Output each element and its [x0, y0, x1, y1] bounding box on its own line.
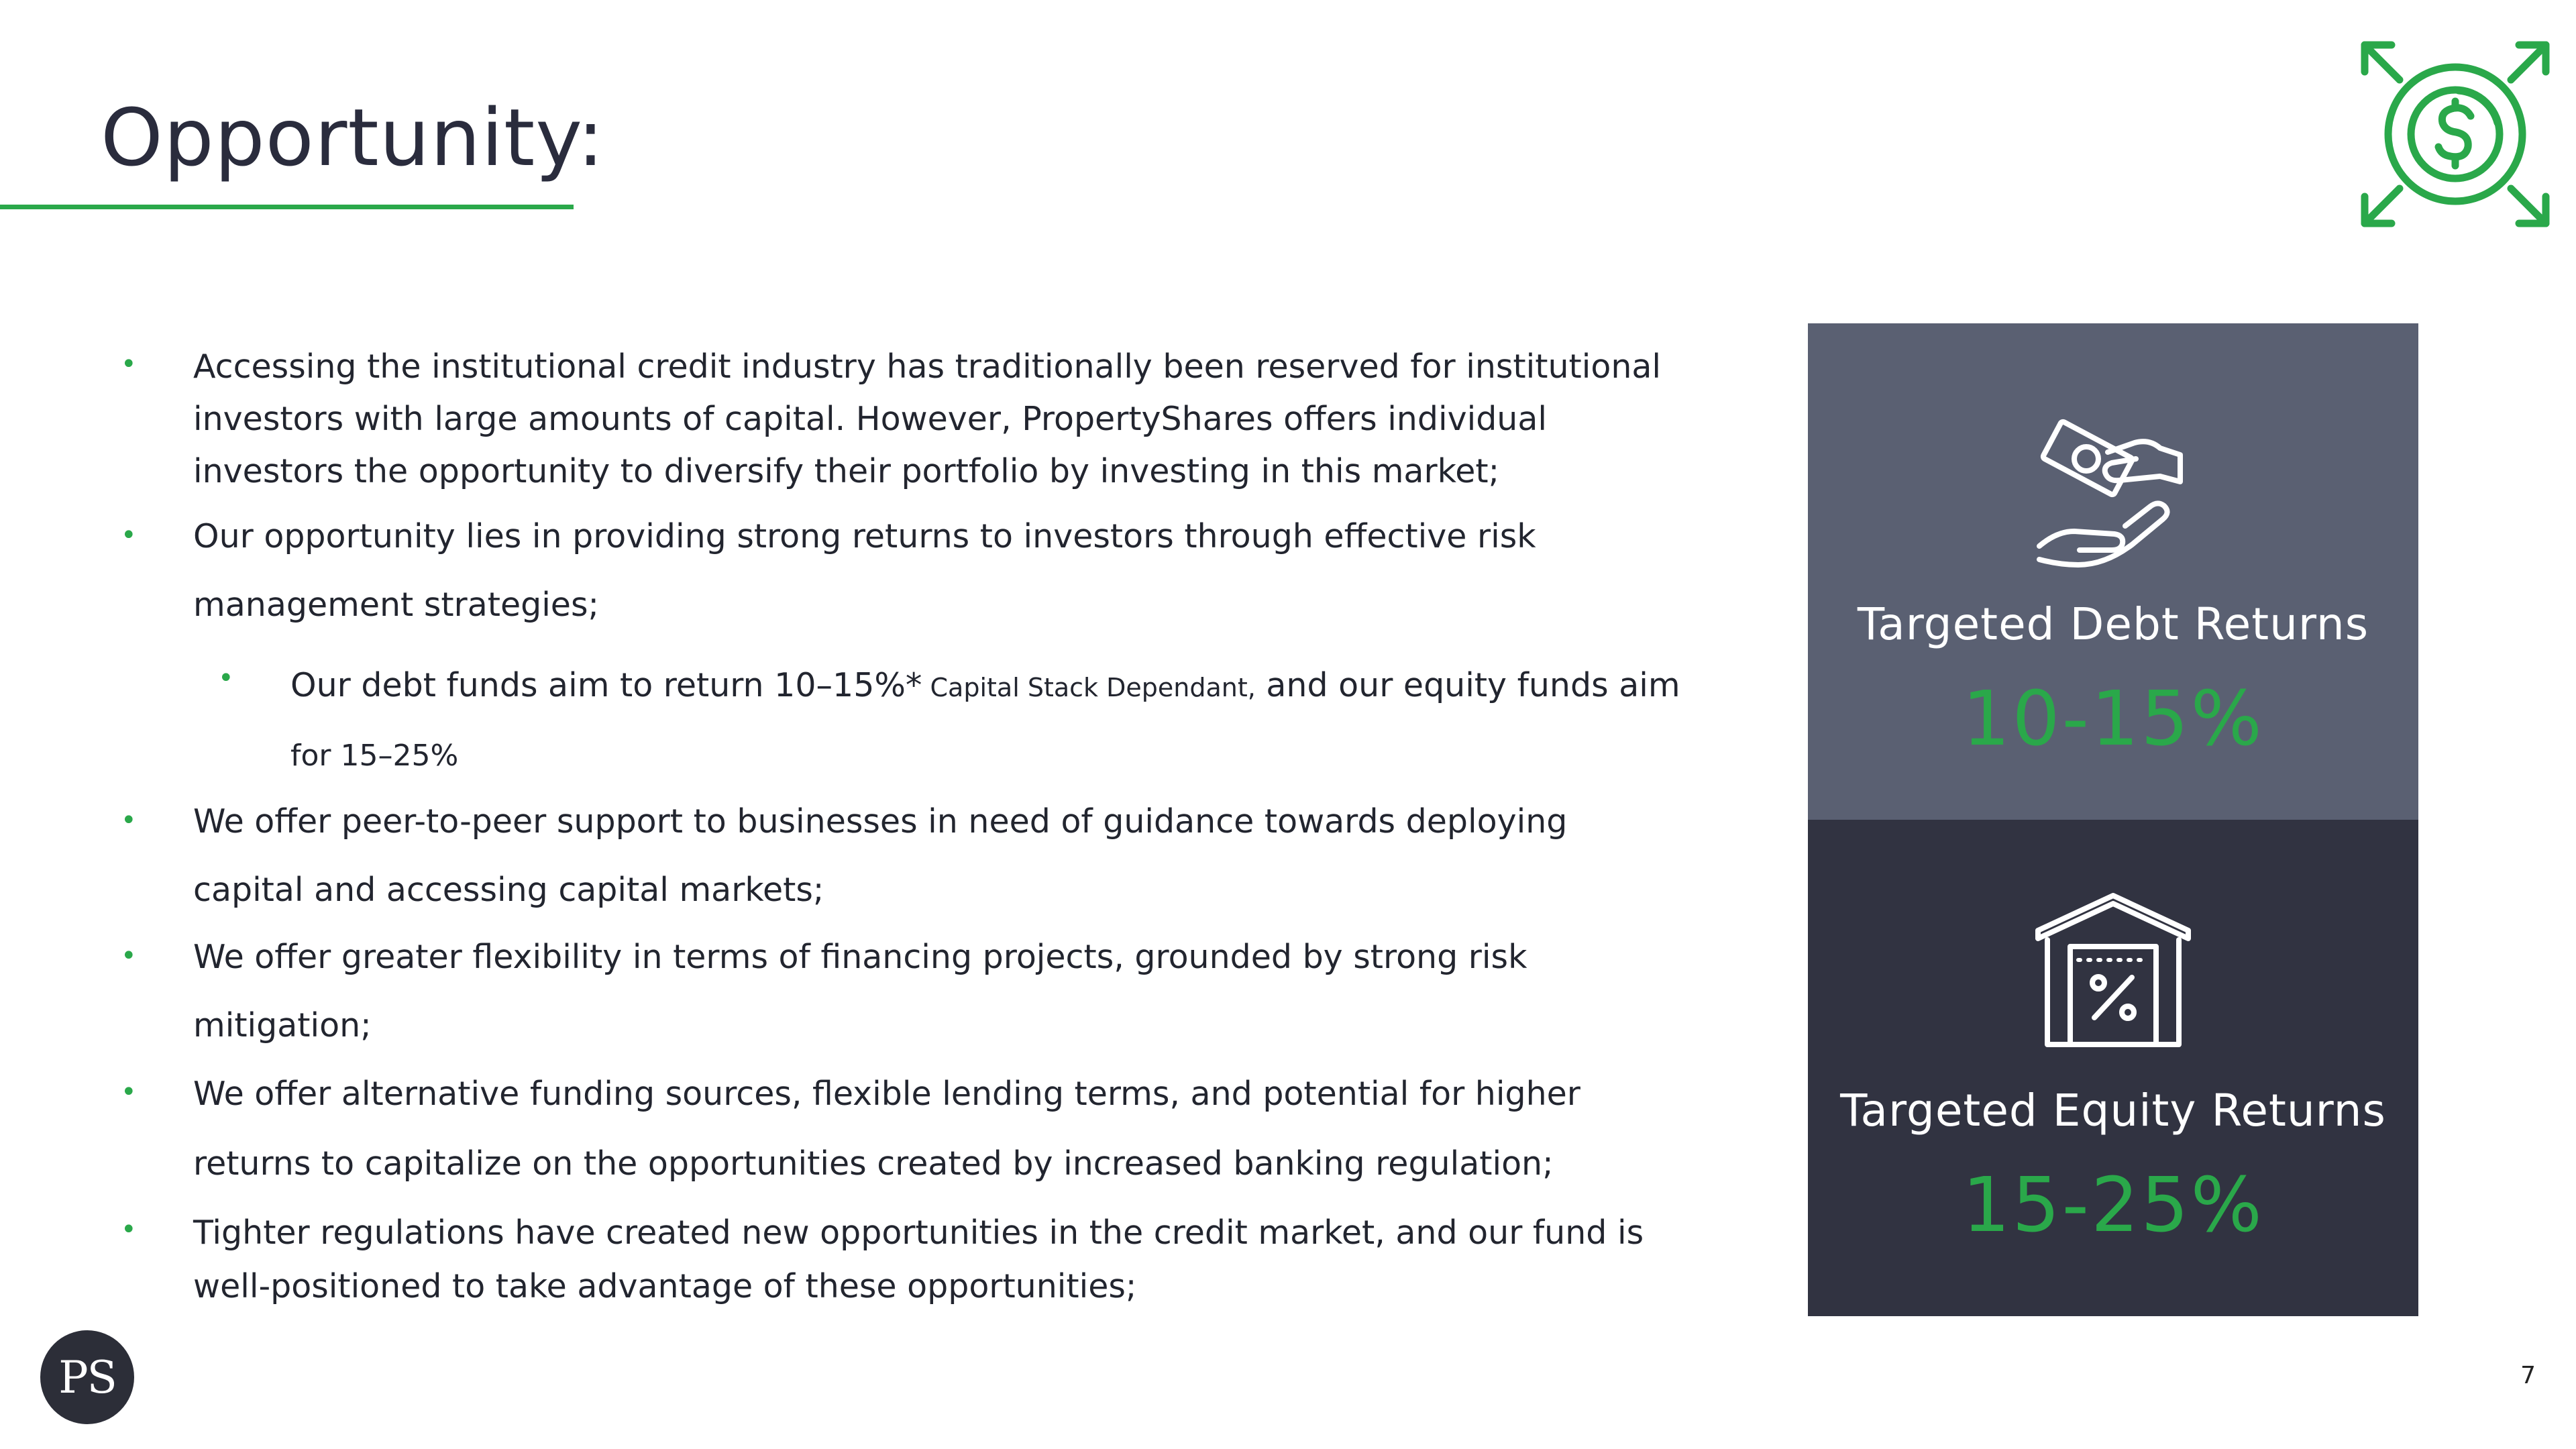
- page-number: 7: [2520, 1362, 2536, 1389]
- bullet-text: We offer alternative funding sources, flexible lending terms, and potential for higher returns to capitalize on the opportunities created by increased banking regulation;: [193, 1075, 1580, 1183]
- bullet-marker: •: [121, 941, 137, 971]
- bullet-marker: •: [121, 805, 137, 836]
- dollar-growth-icon: [2358, 37, 2553, 231]
- equity-returns-label: Targeted Equity Returns: [1840, 1085, 2386, 1136]
- equity-returns-value: 15-25%: [1962, 1162, 2264, 1249]
- page-title: Opportunity:: [101, 91, 605, 184]
- debt-returns-card: [1808, 323, 2418, 823]
- hand-money-icon: [2033, 417, 2194, 572]
- debt-returns-label: Targeted Debt Returns: [1857, 598, 2369, 650]
- bullet-text: We offer peer-to-peer support to businesses in need of guidance towards deploying capital and accessing capital markets;: [193, 802, 1568, 909]
- bullet-marker: •: [121, 1214, 137, 1245]
- bullet-text: Accessing the institutional credit industry has traditionally been reserved for institutional investors with large amounts of capital. However, PropertyShares offers individual investors the opportunity to diversify their portfolio by investing in this market;: [193, 347, 1662, 490]
- equity-returns-card: [1808, 820, 2418, 1316]
- bullet-text: We offer greater flexibility in terms of financing projects, grounded by strong risk mitigation;: [193, 938, 1527, 1044]
- bullet-text: [290, 652, 1739, 790]
- bullet-marker: •: [121, 349, 137, 380]
- equity-range-text: for 15–25%: [290, 739, 459, 773]
- capital-stack-note: Capital Stack Dependant,: [922, 673, 1256, 702]
- equity-aim-text: and our equity funds aim: [1255, 666, 1680, 704]
- company-logo: PS: [40, 1330, 134, 1424]
- bullet-marker: •: [121, 1077, 137, 1108]
- bullet-marker: •: [121, 520, 137, 551]
- title-underline: [0, 205, 574, 209]
- bullet-marker: •: [218, 663, 234, 694]
- bullet-text: Tighter regulations have created new opportunities in the credit market, and our fund is well-positioned to take advantage of these opportunities;: [193, 1214, 1644, 1305]
- debt-aim-text: Our debt funds aim to return 10–15%*: [290, 666, 922, 704]
- warehouse-percent-icon: [2033, 890, 2194, 1051]
- bullet-text: Our opportunity lies in providing strong returns to investors through effective risk management strategies;: [193, 517, 1536, 624]
- debt-returns-value: 10-15%: [1962, 676, 2264, 763]
